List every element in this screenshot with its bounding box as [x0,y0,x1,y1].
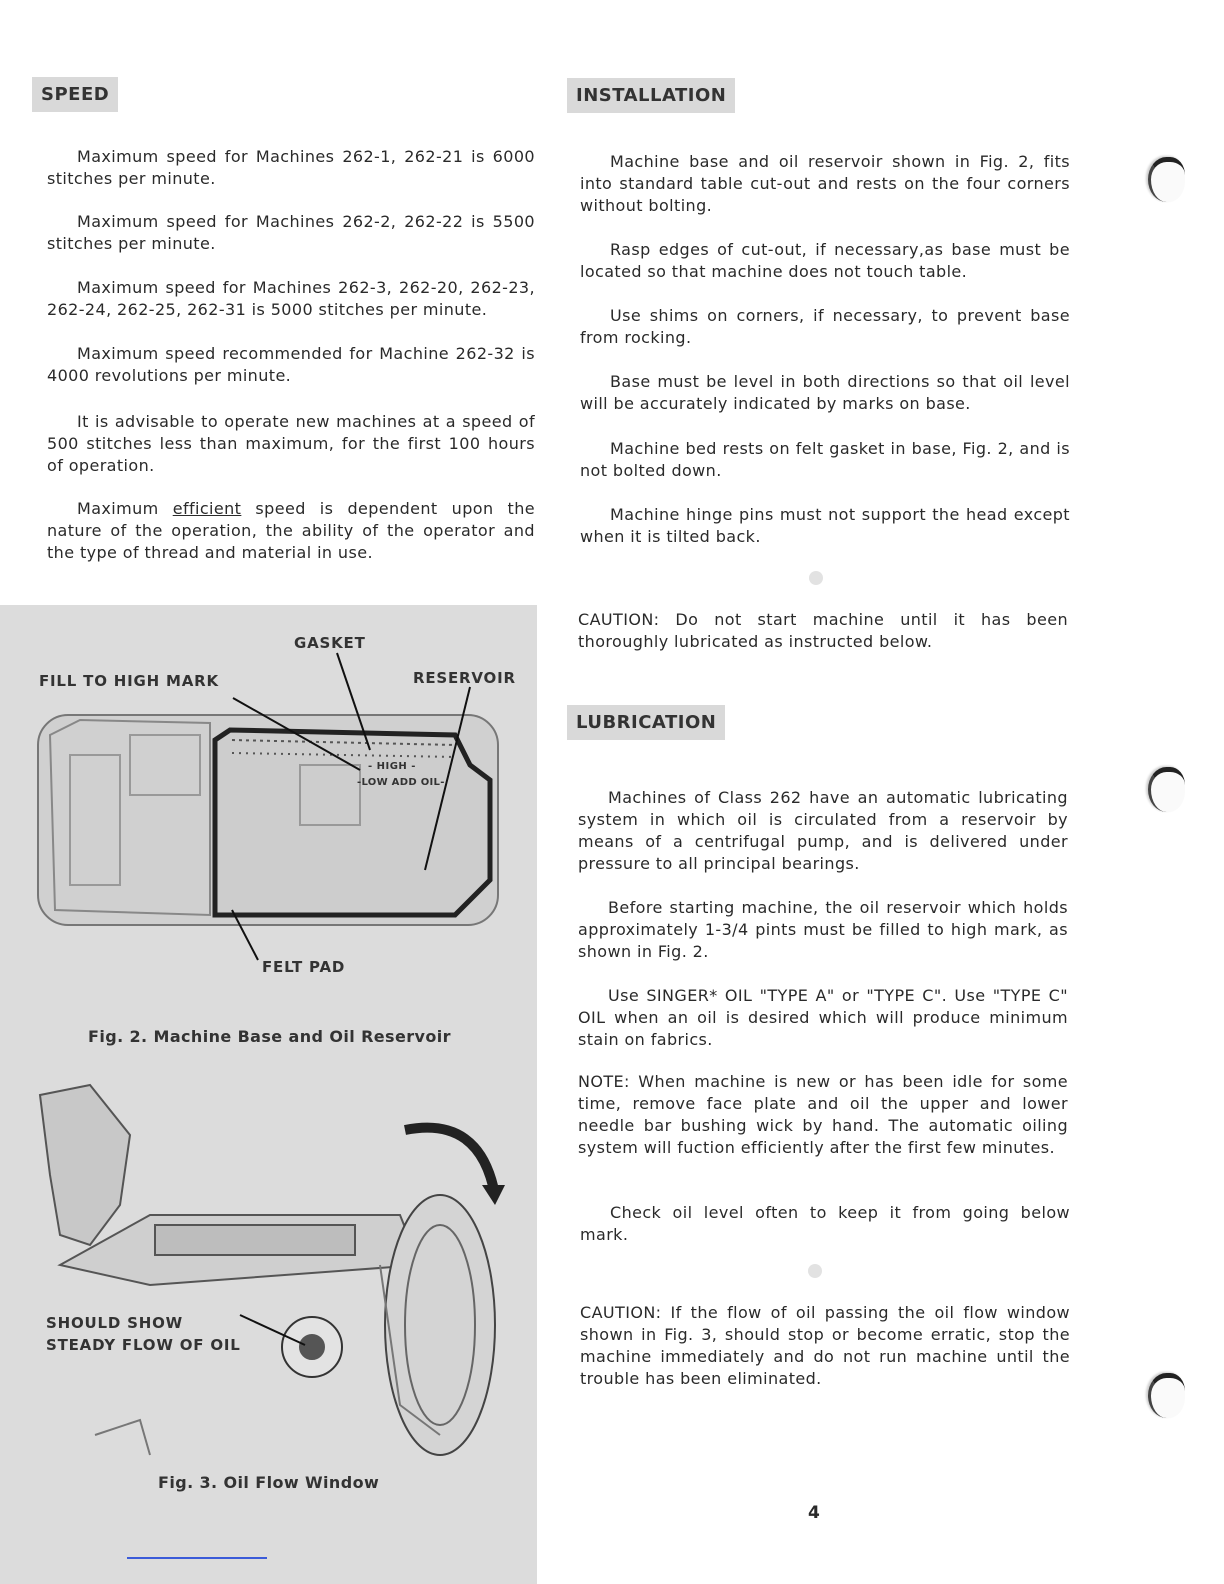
installation-paragraph-2: Rasp edges of cut-out, if necessary,as base must be located so that machine does not touch table. [580,240,1070,281]
fig2-caption: Fig. 2. Machine Base and Oil Reservoir [88,1027,451,1046]
speed-paragraph-4: Maximum speed recommended for Machine 262-32 is 4000 revolutions per minute. [47,344,535,385]
fig3-caption: Fig. 3. Oil Flow Window [158,1473,380,1492]
lubrication-paragraph-3: Use SINGER* OIL "TYPE A" or "TYPE C". Use "TYPE C" OIL when an oil is desired which will produce minimum stain on fabrics. [578,986,1068,1049]
speed-paragraph-5: It is advisable to operate new machines at a speed of 500 stitches less than maximum, for the first 100 hours of operation. [47,412,535,475]
figures-panel [0,605,537,1584]
oil-reservoir-illustration [0,605,537,1005]
page-number: 4 [808,1503,820,1523]
oil-flow-window-illustration [0,1075,537,1495]
speed-paragraph-6: Maximum efficient speed is dependent upon the nature of the operation, the ability of the operator and the type of thread and material in use. [47,499,535,562]
lubrication-paragraph-2: Before starting machine, the oil reservoir which holds approximately 1-3/4 pints must be filled to high mark, as shown in Fig. 2. [578,898,1068,961]
should-show-label: SHOULD SHOW [46,1314,183,1332]
binder-hole-top [1148,157,1185,202]
steady-flow-label: STEADY FLOW OF OIL [46,1336,241,1354]
divider-dot [809,571,823,585]
speed-paragraph-3: Maximum speed for Machines 262-3, 262-20, 262-23, 262-24, 262-25, 262-31 is 5000 stitches per minute. [47,278,535,319]
binder-hole-middle [1148,767,1185,812]
installation-paragraph-3: Use shims on corners, if necessary, to prevent base from rocking. [580,306,1070,347]
lubrication-paragraph-1: Machines of Class 262 have an automatic lubricating system in which oil is circulated from a reservoir by means of a centrifugal pump, and is delivered under pressure to all principal bearings. [578,788,1068,873]
installation-paragraph-1: Machine base and oil reservoir shown in Fig. 2, fits into standard table cut-out and rests on the four corners without bolting. [580,152,1070,215]
lubrication-note: NOTE: When machine is new or has been idle for some time, remove face plate and oil the upper and lower needle bar bushing wick by hand. The automatic oiling system will fuction efficiently after the first few minutes. [578,1072,1068,1157]
lubrication-heading: LUBRICATION [567,705,725,740]
installation-caution: CAUTION: Do not start machine until it has been thoroughly lubricated as instructed below. [578,610,1068,651]
lubrication-caution: CAUTION: If the flow of oil passing the oil flow window shown in Fig. 3, should stop or become erratic, stop the machine immediately and do not run machine until the trouble has been eliminated. [580,1303,1070,1388]
fill-to-high-mark-label: FILL TO HIGH MARK [39,672,219,690]
installation-paragraph-5: Machine bed rests on felt gasket in base, Fig. 2, and is not bolted down. [580,439,1070,480]
lubrication-paragraph-4: Check oil level often to keep it from going below mark. [580,1203,1070,1244]
speed-heading: SPEED [32,77,118,112]
felt-pad-label: FELT PAD [262,958,346,976]
low-mark-label: -LOW ADD OIL- [357,777,445,788]
divider-dot-2 [808,1264,822,1278]
binder-hole-bottom [1148,1373,1185,1418]
gasket-label: GASKET [294,634,366,652]
reservoir-label: RESERVOIR [413,669,516,687]
installation-paragraph-4: Base must be level in both directions so that oil level will be accurately indicated by marks on base. [580,372,1070,413]
high-mark-label: - HIGH - [368,761,416,772]
footer-rule [127,1557,267,1559]
speed-paragraph-1: Maximum speed for Machines 262-1, 262-21 is 6000 stitches per minute. [47,147,535,188]
installation-paragraph-6: Machine hinge pins must not support the head except when it is tilted back. [580,505,1070,546]
installation-heading: INSTALLATION [567,78,735,113]
speed-paragraph-2: Maximum speed for Machines 262-2, 262-22 is 5500 stitches per minute. [47,212,535,253]
